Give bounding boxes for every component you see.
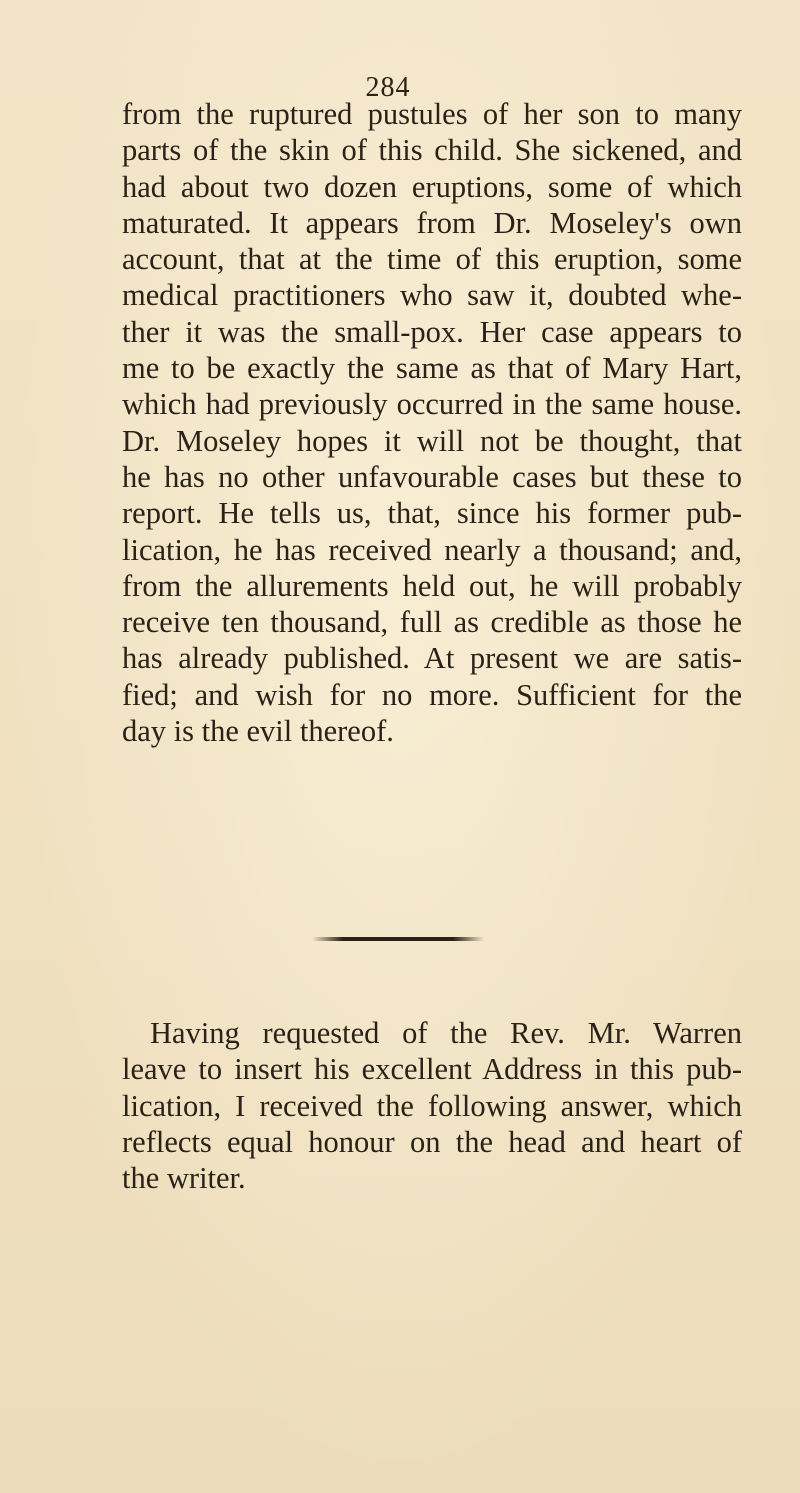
text-line: reflects equal honour on the head and heart of (122, 1124, 742, 1159)
text-line: from the ruptured pustules of her son to many (122, 97, 742, 131)
text-line: has already published. At present we are satis- (122, 641, 742, 676)
text-line: maturated. It appears from Dr. Moseley's own (122, 205, 742, 240)
text-line: receive ten thousand, full as credible as those he (122, 605, 742, 640)
section-divider (312, 937, 484, 941)
paragraph-1 (122, 96, 742, 749)
text-line: from the allurements held out, he will probably (122, 568, 742, 603)
text-line: had about two dozen eruptions, some of which (122, 169, 742, 204)
paragraph-2 (122, 1015, 742, 1196)
text-line: ther it was the small-pox. Her case appears to (122, 314, 742, 349)
text-line: Having requested of the Rev. Mr. Warren (150, 1016, 742, 1050)
text-line: report. He tells us, that, since his former pub- (122, 496, 742, 531)
text-line: he has no other unfavourable cases but these to (122, 459, 742, 494)
text-line: medical practitioners who saw it, doubted whe- (122, 278, 742, 313)
text-line: lication, I received the following answer, which (122, 1088, 742, 1123)
text-line: leave to insert his excellent Address in this pub- (122, 1052, 742, 1087)
text-line: parts of the skin of this child. She sickened, and (122, 133, 742, 168)
text-line: me to be exactly the same as that of Mary Hart, (122, 351, 742, 386)
text-line: which had previously occurred in the same house. (122, 387, 742, 422)
text-line: day is the evil thereof. (122, 714, 394, 749)
text-line: lication, he has received nearly a thousand; and, (122, 532, 742, 567)
text-line: the writer. (122, 1161, 246, 1196)
text-line: fied; and wish for no more. Sufficient for the (122, 677, 742, 712)
text-line: account, that at the time of this eruption, some (122, 242, 742, 277)
page-number: 284 (365, 72, 411, 103)
text-line: Dr. Moseley hopes it will not be thought, that (122, 423, 742, 458)
